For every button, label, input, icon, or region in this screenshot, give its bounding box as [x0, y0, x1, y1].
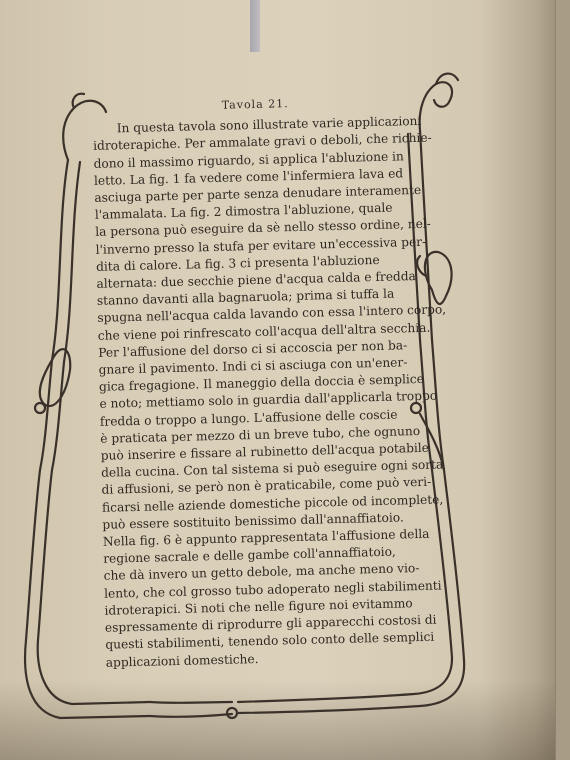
bottom-band [150, 702, 232, 717]
left-ring [35, 403, 45, 413]
text-line: che viene poi rinfrescato coll'acqua dell'altra secchia. [97, 320, 431, 343]
top-right-vine [420, 82, 452, 130]
text-line: ficarsi nelle aziende domestiche piccole od incomplete, [101, 492, 444, 515]
text-line: può essere sostituito benissimo dall'annaffiatoio. [102, 510, 404, 532]
text-line: gnare il pavimento. Indi ci si asciuga con un'ener- [98, 355, 408, 377]
text-line: lento, che col grosso tubo adoperato negli stabilimenti [103, 578, 442, 601]
text-line: applicazioni domestiche. [105, 651, 259, 670]
text-line: gica fregagione. Il maneggio della doccia è semplice [98, 372, 424, 395]
text-line: espressamente di riprodurre gli apparecchi costosi di [104, 612, 437, 635]
text-line: asciuga parte per parte senza denudare interamente [94, 182, 422, 205]
text-line: stanno davanti alla bagnaruola; prima si tuffa la [96, 286, 395, 309]
text-line: alternata: due secchie piene d'acqua calda e fredda [96, 269, 416, 291]
text-line: l'ammalata. La fig. 2 dimostra l'abluzione, quale [94, 200, 393, 223]
text-line: fredda o troppo a lungo. L'affusione delle coscie [99, 407, 398, 429]
text-line: questi stabilimenti, tenendo solo conto delle semplici [105, 630, 435, 653]
text-line: che dà invero un getto debole, ma anche meno vio- [103, 561, 420, 584]
plate-paragraph [93, 113, 447, 671]
text-line: idroterapiche. Per ammalate gravi o deboli, che richie- [93, 131, 432, 154]
text-line: letto. La fig. 1 fa vedere come l'infermiera lava ed [93, 166, 404, 188]
plate-text-block [92, 92, 447, 671]
text-line: l'inverno presso la stufa per evitare un'eccessiva per- [95, 234, 427, 257]
text-line: dono il massimo riguardo, si applica l'abluzione in [93, 148, 404, 171]
text-line: di affusioni, se però non è praticabile, come può veri- [101, 475, 432, 498]
text-line: la persona può eseguire da sè nello stesso ordine, nel- [95, 217, 432, 240]
text-line: può inserire e fissare al rubinetto dell'acqua potabile [100, 440, 430, 463]
text-line: Per l'affusione del dorso ci si accoscia per non ba- [98, 338, 408, 360]
text-line: spugna nell'acqua calda lavando con essa l'intero corpo, [97, 302, 447, 326]
text-line: della cucina. Con tal sistema si può eseguire ogni sorta [100, 457, 444, 481]
plate-title: Tavola 21. [221, 97, 289, 112]
text-line: è praticata per mezzo di un breve tubo, che ognuno [100, 423, 421, 446]
text-line: In questa tavola sono illustrate varie applicazioni [116, 114, 422, 136]
text-line: e noto; mettiamo solo in guardia dall'applicarla troppo [99, 389, 438, 412]
text-line: regione sacrale e delle gambe coll'annaffiatoio, [103, 544, 396, 567]
text-line: dita di calore. La fig. 3 ci presenta l'abluzione [95, 252, 380, 274]
text-line: Nella fig. 6 è appunto rappresentata l'affusione della [102, 526, 430, 549]
text-line: idroterapici. Si noti che nelle figure noi evitammo [104, 596, 413, 618]
